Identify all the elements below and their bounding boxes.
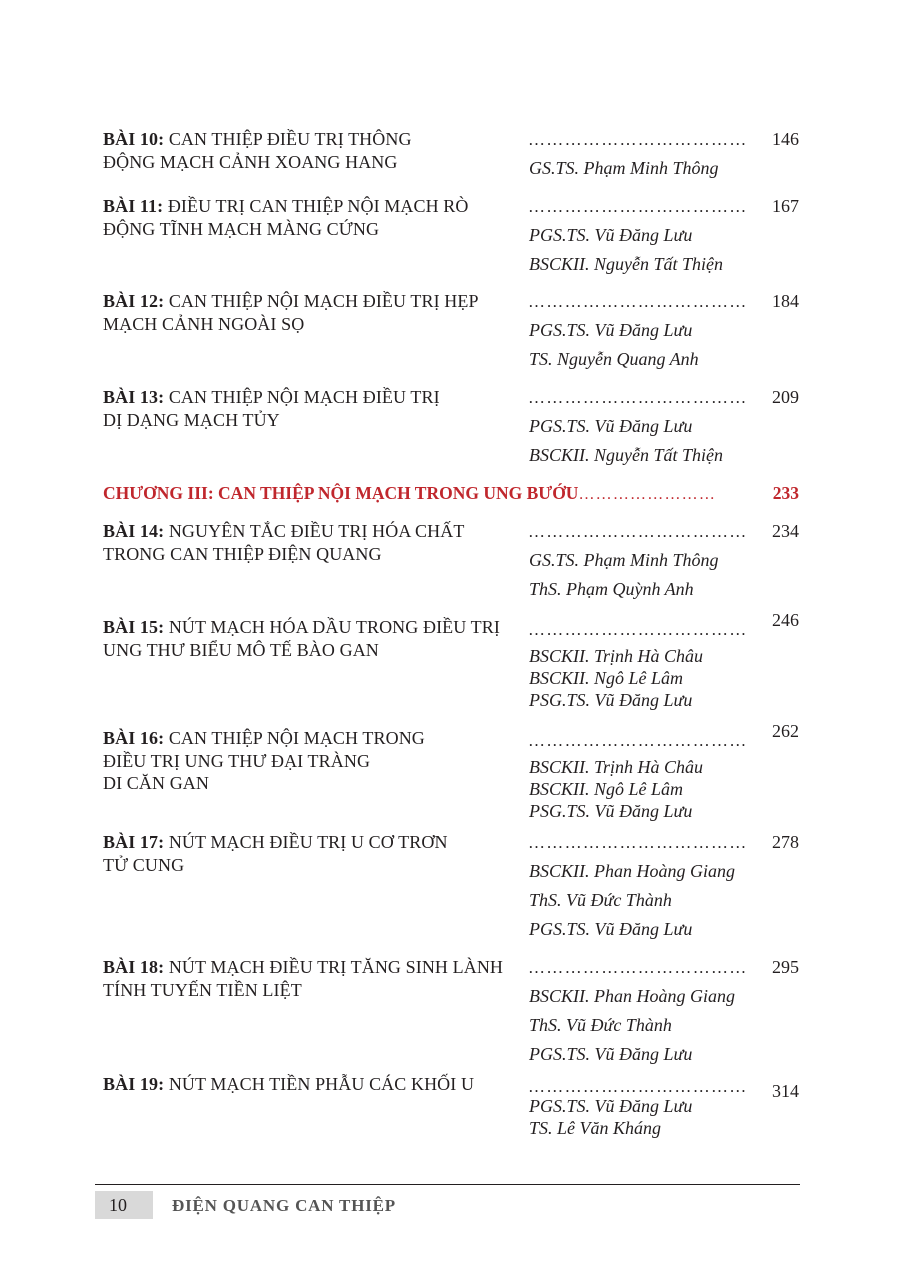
entry-title: BÀI 12: CAN THIỆP NỘI MẠCH ĐIỀU TRỊ HẸP MẠCH CẢNH NGOÀI SỌ bbox=[103, 291, 479, 334]
entry-title: BÀI 15: NÚT MẠCH HÓA DẦU TRONG ĐIỀU TRỊ UNG THƯ BIỂU MÔ TẾ BÀO GAN bbox=[103, 617, 500, 660]
entry-title: BÀI 11: ĐIỀU TRỊ CAN THIỆP NỘI MẠCH RÒ ĐỘNG TĨNH MẠCH MÀNG CỨNG bbox=[103, 196, 469, 239]
author: PGS.TS. Vũ Đăng Lưu bbox=[529, 1096, 693, 1116]
page-number: 295 bbox=[772, 957, 799, 977]
leader-dots: …………………… bbox=[578, 486, 717, 503]
author: PGS.TS. Vũ Đăng Lưu bbox=[529, 225, 693, 245]
page-number: 184 bbox=[772, 291, 799, 311]
footer-rule bbox=[95, 1184, 800, 1185]
leader-dots: ……………………………… bbox=[528, 198, 748, 216]
author: GS.TS. Phạm Minh Thông bbox=[529, 550, 719, 570]
author: ThS. Vũ Đức Thành bbox=[529, 890, 672, 910]
author: BSCKII. Ngô Lê Lâm bbox=[529, 668, 684, 688]
leader-dots: ……………………………… bbox=[528, 621, 748, 639]
footer-page-number: 10 bbox=[95, 1191, 153, 1219]
page-number: 314 bbox=[772, 1081, 799, 1101]
leader-dots: ……………………………… bbox=[528, 131, 748, 149]
leader-dots: ……………………………… bbox=[528, 834, 748, 852]
author: PGS.TS. Vũ Đăng Lưu bbox=[529, 919, 693, 939]
author: BSCKII. Nguyễn Tất Thiện bbox=[529, 254, 723, 274]
page-number: 278 bbox=[772, 832, 799, 852]
author: PSG.TS. Vũ Đăng Lưu bbox=[529, 690, 693, 710]
footer-book-title: ĐIỆN QUANG CAN THIỆP bbox=[172, 1196, 396, 1215]
author: PSG.TS. Vũ Đăng Lưu bbox=[529, 801, 693, 821]
author: BSCKII. Phan Hoàng Giang bbox=[529, 986, 735, 1006]
author: BSCKII. Trịnh Hà Châu bbox=[529, 646, 704, 666]
leader-dots: ……………………………… bbox=[528, 1078, 748, 1096]
entry-title: BÀI 16: CAN THIỆP NỘI MẠCH TRONG ĐIỀU TRỊ UNG THƯ ĐẠI TRÀNG DI CĂN GAN bbox=[103, 728, 425, 793]
author: BSCKII. Nguyễn Tất Thiện bbox=[529, 445, 723, 465]
author: GS.TS. Phạm Minh Thông bbox=[529, 158, 719, 178]
author: PGS.TS. Vũ Đăng Lưu bbox=[529, 1044, 693, 1064]
page-number: 262 bbox=[772, 721, 799, 741]
author: TS. Nguyễn Quang Anh bbox=[529, 349, 699, 369]
author: ThS. Vũ Đức Thành bbox=[529, 1015, 672, 1035]
page-number: 167 bbox=[772, 196, 799, 216]
chapter-heading bbox=[103, 482, 799, 506]
author: BSCKII. Phan Hoàng Giang bbox=[529, 861, 735, 881]
page-number: 146 bbox=[772, 129, 799, 149]
leader-dots: ……………………………… bbox=[528, 959, 748, 977]
author: PGS.TS. Vũ Đăng Lưu bbox=[529, 416, 693, 436]
author: ThS. Phạm Quỳnh Anh bbox=[529, 579, 694, 599]
leader-dots: ……………………………… bbox=[528, 732, 748, 750]
page-number: 246 bbox=[772, 610, 799, 630]
entry-title: BÀI 13: CAN THIỆP NỘI MẠCH ĐIỀU TRỊ DỊ DẠNG MẠCH TỦY bbox=[103, 387, 440, 430]
author: BSCKII. Trịnh Hà Châu bbox=[529, 757, 704, 777]
page-number: 234 bbox=[772, 521, 799, 541]
entry-title: BÀI 18: NÚT MẠCH ĐIỀU TRỊ TĂNG SINH LÀNH TÍNH TUYẾN TIỀN LIỆT bbox=[103, 957, 504, 1000]
leader-dots: ……………………………… bbox=[528, 389, 748, 407]
entry-title: BÀI 17: NÚT MẠCH ĐIỀU TRỊ U CƠ TRƠN TỬ CUNG bbox=[103, 832, 448, 875]
chapter-title: CHƯƠNG III: CAN THIỆP NỘI MẠCH TRONG UNG BƯỚU bbox=[103, 483, 579, 503]
author: TS. Lê Văn Kháng bbox=[529, 1118, 662, 1138]
page-number: 209 bbox=[772, 387, 799, 407]
author: PGS.TS. Vũ Đăng Lưu bbox=[529, 320, 693, 340]
leader-dots: ……………………………… bbox=[528, 523, 748, 541]
entry-title: BÀI 19: NÚT MẠCH TIỀN PHẪU CÁC KHỐI U bbox=[103, 1074, 475, 1094]
chapter-page-number: 233 bbox=[772, 483, 799, 503]
author: BSCKII. Ngô Lê Lâm bbox=[529, 779, 684, 799]
leader-dots: ……………………………… bbox=[528, 293, 748, 311]
entry-title: BÀI 14: NGUYÊN TẮC ĐIỀU TRỊ HÓA CHẤT TRONG CAN THIỆP ĐIỆN QUANG bbox=[103, 521, 465, 564]
entry-title: BÀI 10: CAN THIỆP ĐIỀU TRỊ THÔNG ĐỘNG MẠCH CẢNH XOANG HANG bbox=[103, 129, 412, 172]
